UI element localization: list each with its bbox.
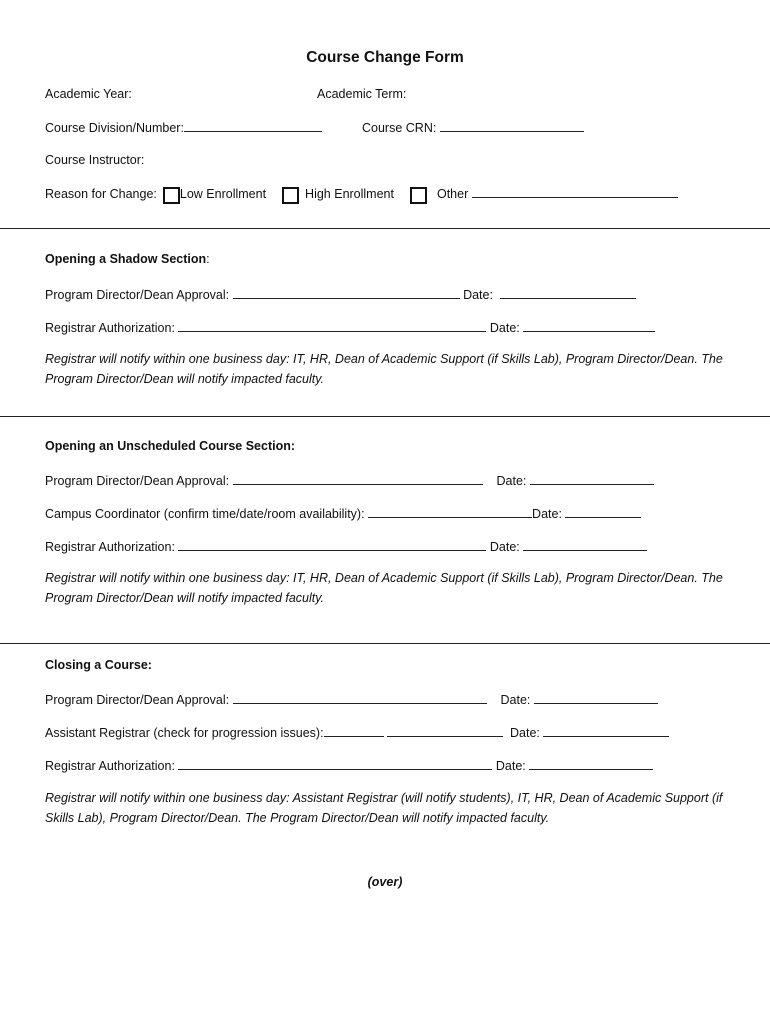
shadow-note: Registrar will notify within one business day: IT, HR, Dean of Academic Support (if Skills Lab), Program Director/Dean. The Program Director/Dean will notify impacted faculty. [45,352,723,386]
shadow-approval-date-blank[interactable] [500,286,636,299]
closing-section-heading: Closing a Course: [45,658,152,672]
unscheduled-approval-label: Program Director/Dean Approval: [45,474,230,488]
unscheduled-approval-date-label: Date: [496,474,527,488]
section-divider [0,643,770,644]
shadow-approval-label: Program Director/Dean Approval: [45,288,230,302]
unscheduled-registrar-date-blank[interactable] [523,538,647,551]
shadow-approval-field[interactable] [45,286,636,303]
shadow-section-heading [45,251,210,267]
campus-coordinator-date-label: Date: [532,507,562,521]
campus-coordinator-label: Campus Coordinator (confirm time/date/room availability): [45,507,365,521]
closing-registrar-date-blank[interactable] [529,757,653,770]
closing-approval-blank[interactable] [233,691,487,704]
course-instructor-label: Course Instructor: [45,153,145,167]
closing-approval-date-label: Date: [500,693,531,707]
reason-row [45,185,678,204]
closing-approval-field[interactable] [45,691,658,708]
academic-term-label: Academic Term: [317,87,407,101]
course-crn-field[interactable] [362,119,584,136]
other-label: Other [436,187,469,201]
shadow-approval-date-label: Date: [463,288,493,302]
unscheduled-section-heading: Opening an Unscheduled Course Section: [45,439,296,453]
assistant-registrar-blank-1[interactable] [324,724,384,737]
shadow-registrar-field[interactable] [45,319,655,336]
unscheduled-registrar-label: Registrar Authorization: [45,540,175,554]
course-division-blank[interactable] [184,119,322,132]
assistant-registrar-field[interactable] [45,724,669,741]
campus-coordinator-field[interactable] [45,505,641,522]
shadow-registrar-date-label: Date: [489,321,520,335]
other-checkbox[interactable] [410,187,427,204]
course-crn-blank[interactable] [440,119,584,132]
course-division-label: Course Division/Number: [45,121,184,135]
shadow-registrar-date-blank[interactable] [523,319,655,332]
unscheduled-registrar-blank[interactable] [178,538,486,551]
high-enrollment-checkbox[interactable] [282,187,299,204]
closing-registrar-blank[interactable] [178,757,492,770]
other-blank[interactable] [472,185,678,198]
closing-approval-date-blank[interactable] [534,691,658,704]
shadow-heading-colon: : [206,252,210,266]
unscheduled-registrar-date-label: Date: [489,540,520,554]
course-crn-label: Course CRN: [362,121,437,135]
campus-coordinator-blank[interactable] [368,505,532,518]
reason-label: Reason for Change: [45,187,157,201]
assistant-registrar-date-label: Date: [510,726,540,740]
campus-coordinator-date-blank[interactable] [565,505,641,518]
academic-year-label: Academic Year: [45,87,132,101]
closing-registrar-date-label: Date: [495,759,526,773]
closing-registrar-label: Registrar Authorization: [45,759,175,773]
section-divider [0,416,770,417]
shadow-heading-text: Opening a Shadow Section [45,252,207,266]
unscheduled-approval-date-blank[interactable] [530,472,654,485]
unscheduled-note: Registrar will notify within one business day: IT, HR, Dean of Academic Support (if Skills Lab), Program Director/Dean. The Program Director/Dean will notify impacted faculty. [45,571,723,605]
assistant-registrar-date-blank[interactable] [543,724,669,737]
section-divider [0,228,770,229]
assistant-registrar-label: Assistant Registrar (check for progression issues): [45,726,324,740]
course-division-field[interactable] [45,119,322,136]
low-enrollment-label: Low Enrollment [179,187,267,201]
shadow-registrar-label: Registrar Authorization: [45,321,175,335]
low-enrollment-checkbox[interactable] [163,187,180,204]
unscheduled-approval-blank[interactable] [233,472,483,485]
high-enrollment-label: High Enrollment [305,187,394,201]
unscheduled-registrar-field[interactable] [45,538,647,555]
shadow-registrar-blank[interactable] [178,319,486,332]
closing-note: Registrar will notify within one business day: Assistant Registrar (will notify students), IT, HR, Dean of Academic Support (if Skills Lab), Program Director/Dean. The Program Director/Dean will notify impacted faculty. [45,791,723,825]
form-title: Course Change Form [306,49,464,66]
shadow-approval-blank[interactable] [233,286,460,299]
unscheduled-approval-field[interactable] [45,472,654,489]
over-indicator: (over) [367,875,403,889]
closing-registrar-field[interactable] [45,757,653,774]
closing-approval-label: Program Director/Dean Approval: [45,693,230,707]
assistant-registrar-blank-2[interactable] [387,724,503,737]
